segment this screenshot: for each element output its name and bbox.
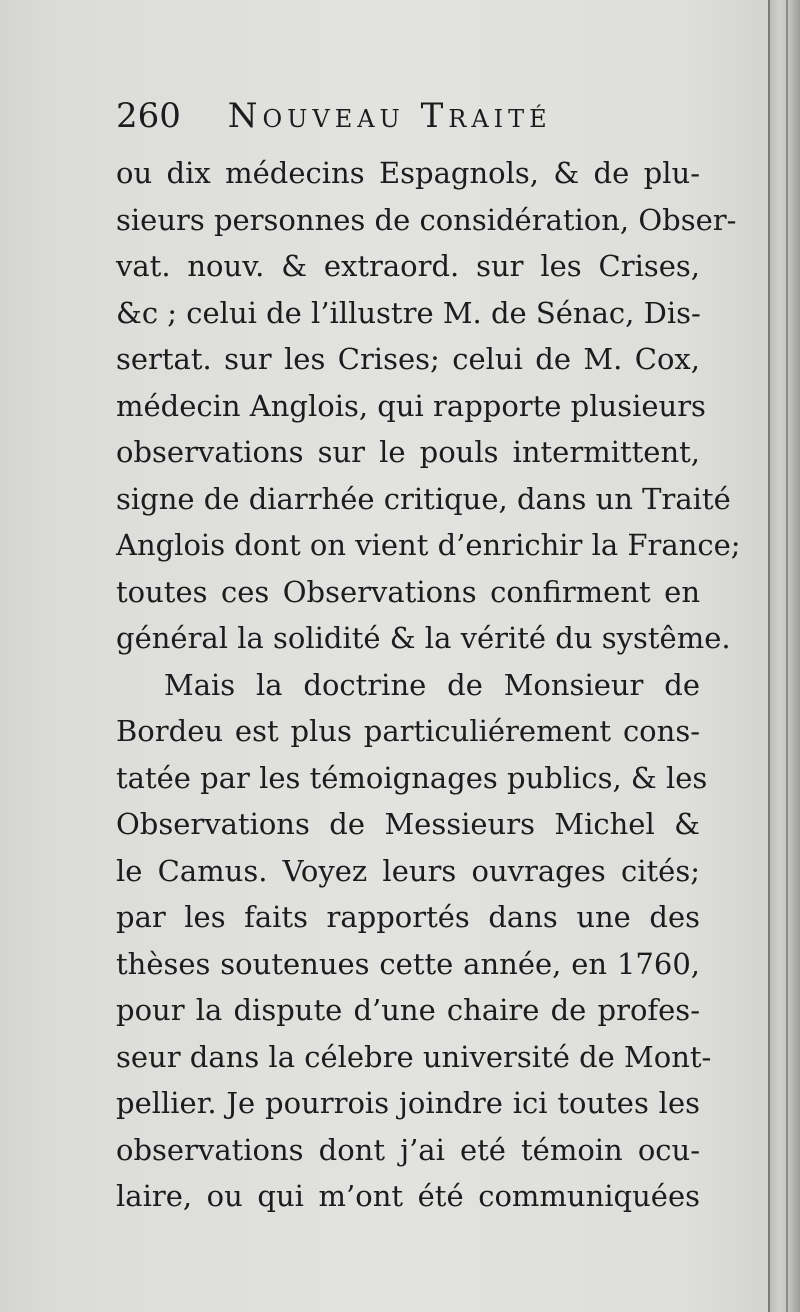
book-gutter	[768, 0, 800, 1312]
page-header	[116, 96, 616, 146]
text-line: laire, ou qui m’ont été communiquées	[116, 1179, 700, 1213]
text-line: thèses soutenues cette année, en 1760,	[116, 946, 700, 981]
body-text	[116, 150, 741, 1220]
text-line: Anglois dont on vient d’enrichir la France;	[116, 528, 741, 562]
text-line: signe de diarrhée critique, dans un Traité	[116, 481, 731, 516]
page-number: 260	[116, 96, 181, 136]
paragraph-start-line: Mais la doctrine de Monsieur de	[164, 667, 700, 702]
text-line: &c ; celui de l’illustre M. de Sénac, Dis-	[116, 295, 701, 330]
text-line: pellier. Je pourrois joindre ici toutes les	[116, 1086, 700, 1120]
text-line: sertat. sur les Crises; celui de M. Cox,	[116, 342, 700, 376]
text-line: Observations de Messieurs Michel &	[116, 807, 700, 841]
text-line: médecin Anglois, qui rapporte plusieurs	[116, 388, 706, 423]
running-title: Nouveau Traité	[227, 96, 552, 136]
page-edge-line	[786, 0, 788, 1312]
text-line: seur dans la célebre université de Mont-	[116, 1039, 712, 1074]
text-line: observations sur le pouls intermittent,	[116, 435, 700, 469]
text-line: observations dont j’ai eté témoin ocu-	[116, 1132, 700, 1167]
text-line: vat. nouv. & extraord. sur les Crises,	[116, 249, 700, 283]
text-line: tatée par les témoignages publics, & les	[116, 760, 708, 795]
text-line: le Camus. Voyez leurs ouvrages cités;	[116, 853, 700, 888]
text-line: toutes ces Observations confirment en	[116, 574, 700, 609]
paragraph-end-line: général la solidité & la vérité du systême.	[116, 621, 731, 655]
text-line: Bordeu est plus particuliérement cons-	[116, 714, 700, 748]
text-line: sieurs personnes de considération, Obser-	[116, 202, 737, 237]
text-line: ou dix médecins Espagnols, & de plu-	[116, 156, 700, 190]
text-line: pour la dispute d’une chaire de profes-	[116, 993, 700, 1027]
text-line: par les faits rapportés dans une des	[116, 900, 700, 934]
